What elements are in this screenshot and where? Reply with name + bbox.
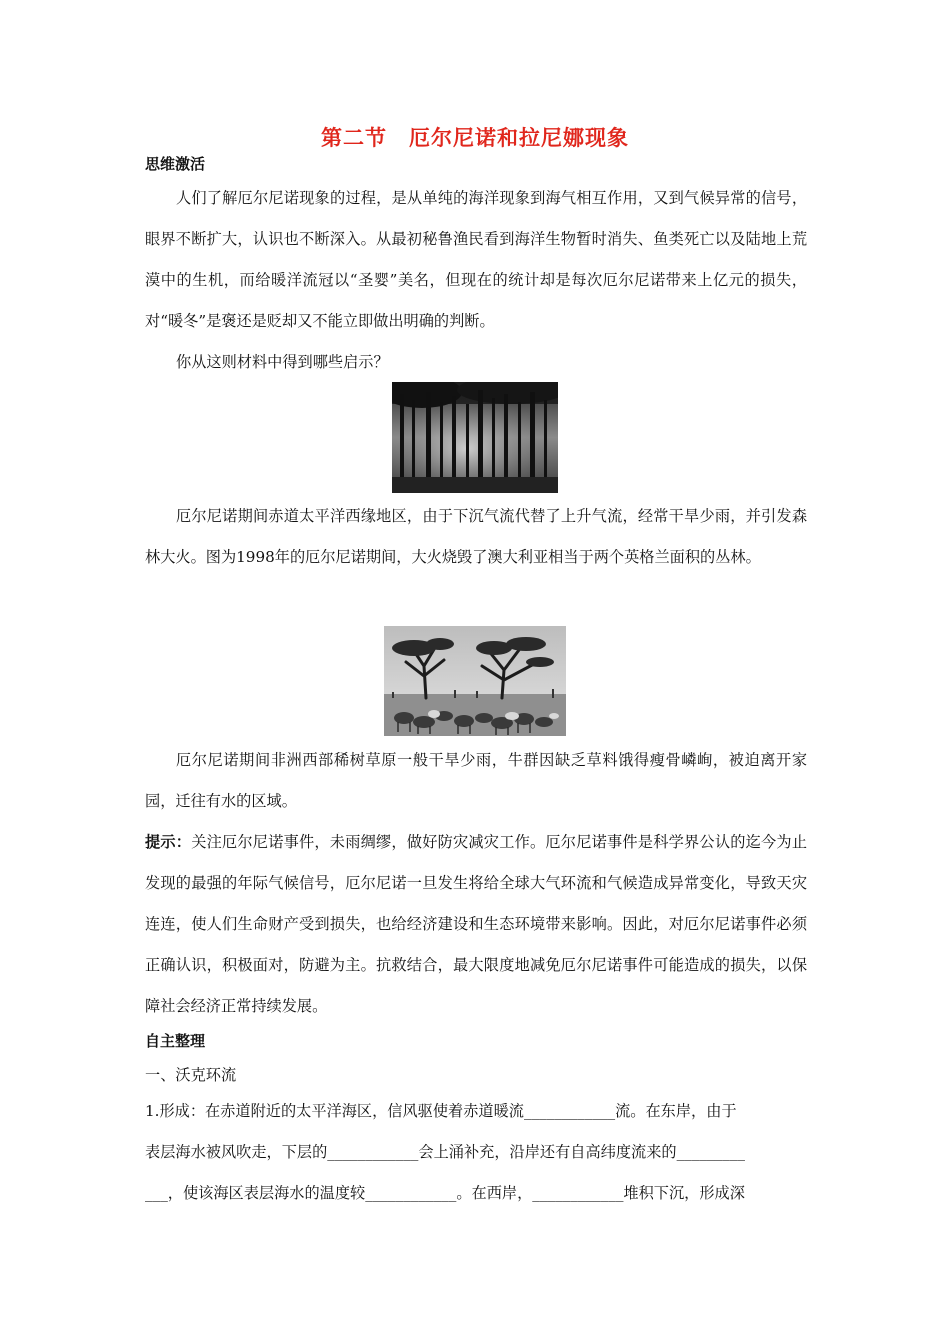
hint-label: 提示： bbox=[145, 833, 192, 851]
hint-text: 关注厄尔尼诺事件，未雨绸缪，做好防灾减灾工作。厄尔尼诺事件是科学界公认的迄今为止发现的最强的年际气候信号，厄尔尼诺一旦发生将给全球大气环流和气候造成异常变化，导致天灾连连，使人们生命财产受到损失，也给经济建设和生态环境带来影响。因此，对厄尔尼诺事件必须正确认识，积极面对，防避为主。抗救结合，最大限度地减免厄尔尼诺事件可能造成的损失，以保障社会经济正常持续发展。 bbox=[145, 833, 808, 1015]
section-heading-thinking: 思维激活 bbox=[145, 155, 206, 173]
page-title: 第二节 厄尔尼诺和拉尼娜现象 bbox=[321, 126, 629, 150]
figure2-caption: 厄尔尼诺期间非洲西部稀树草原一般干旱少雨，牛群因缺乏草料饿得瘦骨嶙峋，被迫离开家园，迁往有水的区域。 bbox=[145, 751, 807, 810]
figure1-caption: 厄尔尼诺期间赤道太平洋西缘地区，由于下沉气流代替了上升气流，经常干旱少雨，并引发森林大火。图为1998年的厄尔尼诺期间，大火烧毁了澳大利亚相当于两个英格兰面积的丛林。 bbox=[145, 507, 807, 566]
question-paragraph: 你从这则材料中得到哪些启示？ bbox=[176, 353, 389, 371]
fill-blank-line: 表层海水被风吹走，下层的____________会上涌补充，沿岸还有自高纬度流来的_________ bbox=[145, 1143, 745, 1161]
section-heading-organize: 自主整理 bbox=[145, 1032, 206, 1050]
savanna-cattle-photo bbox=[384, 626, 566, 736]
forest-fire-photo bbox=[392, 382, 558, 493]
fill-blank-line: 1.形成：在赤道附近的太平洋海区，信风驱使着赤道暖流____________流。在东岸，由于 bbox=[145, 1102, 737, 1120]
subheading-walker-circulation: 一、沃克环流 bbox=[145, 1066, 237, 1084]
intro-paragraph: 人们了解厄尔尼诺现象的过程，是从单纯的海洋现象到海气相互作用，又到气候异常的信号，眼界不断扩大，认识也不断深入。从最初秘鲁渔民看到海洋生物暂时消失、鱼类死亡以及陆地上荒漠中的生机，而给暖洋流冠以“圣婴”美名，但现在的统计却是每次厄尔尼诺带来上亿元的损失，对“暖冬”是褒还是贬却又不能立即做出明确的判断。 bbox=[145, 189, 807, 330]
hint-paragraph bbox=[145, 822, 807, 1027]
fill-blank-line: ___，使该海区表层海水的温度较____________。在西岸，____________堆积下沉，形成深 bbox=[145, 1184, 745, 1202]
